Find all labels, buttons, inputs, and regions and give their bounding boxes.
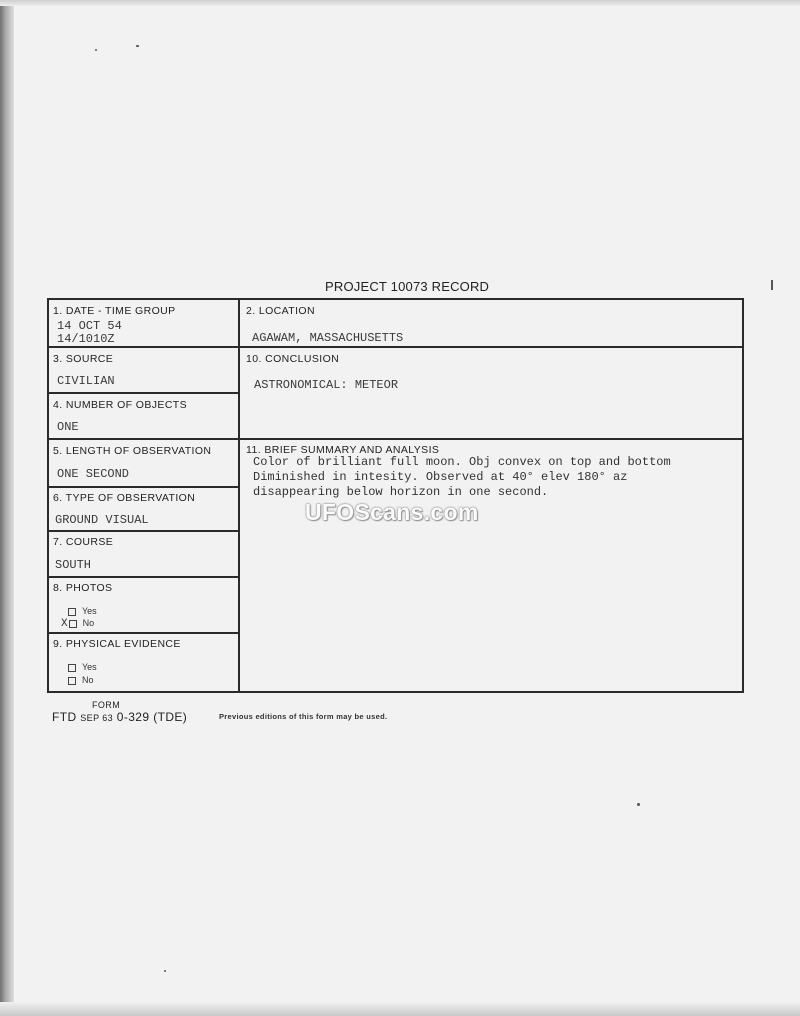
- date-time-group-cell: [49, 300, 238, 346]
- checkbox-icon[interactable]: [68, 677, 76, 685]
- source-value: CIVILIAN: [57, 374, 115, 388]
- location-value: AGAWAM, MASSACHUSETTS: [252, 331, 404, 345]
- scan-speck: [637, 803, 640, 806]
- physical-evidence-no-label: No: [82, 675, 94, 685]
- source-cell: [49, 348, 238, 392]
- type-of-observation-label: 6. TYPE OF OBSERVATION: [53, 492, 196, 504]
- checkbox-icon[interactable]: [68, 608, 76, 616]
- source-label: 3. SOURCE: [53, 353, 114, 365]
- scan-speck: [95, 49, 97, 51]
- physical-evidence-no-option[interactable]: [68, 675, 94, 685]
- checkbox-icon[interactable]: [69, 620, 77, 628]
- course-cell: [49, 532, 238, 576]
- scan-left-edge: [0, 0, 14, 1016]
- summary-cell: [240, 440, 742, 691]
- physical-evidence-label: 9. PHYSICAL EVIDENCE: [53, 638, 181, 650]
- x-mark-icon: X: [61, 618, 68, 630]
- footer-number: 0-329: [116, 710, 150, 724]
- length-of-observation-cell: [49, 440, 238, 486]
- time-value: 14/1010Z: [57, 332, 115, 346]
- type-of-observation-value: GROUND VISUAL: [55, 513, 149, 527]
- location-label: 2. LOCATION: [246, 305, 315, 317]
- physical-evidence-cell: [49, 634, 238, 691]
- watermark: UFOScans.com: [305, 499, 479, 525]
- length-of-observation-value: ONE SECOND: [57, 467, 130, 481]
- course-label: 7. COURSE: [53, 536, 114, 548]
- location-cell: [240, 300, 742, 346]
- footer-form-word: FORM: [92, 700, 121, 710]
- footer-suffix: (TDE): [153, 710, 188, 724]
- summary-line: Color of brilliant full moon. Obj convex on top and bottom: [253, 455, 671, 469]
- conclusion-cell: [240, 348, 742, 438]
- photos-no-option[interactable]: [61, 618, 94, 630]
- date-value: 14 OCT 54: [57, 319, 122, 333]
- physical-evidence-yes-label: Yes: [82, 662, 97, 672]
- type-of-observation-cell: [49, 488, 238, 530]
- footer-ftd: FTD: [52, 710, 77, 724]
- number-of-objects-value: ONE: [57, 420, 79, 434]
- scan-top-edge: [0, 0, 800, 6]
- footer-date: SEP 63: [80, 713, 114, 723]
- course-value: SOUTH: [55, 558, 92, 572]
- photos-cell: [49, 578, 238, 632]
- footer-note: Previous editions of this form may be used.: [219, 712, 388, 721]
- page-title: PROJECT 10073 RECORD: [325, 279, 490, 294]
- photos-yes-label: Yes: [82, 606, 97, 616]
- scan-speck: [136, 45, 139, 47]
- footer-form-id: [52, 710, 187, 724]
- conclusion-label: 10. CONCLUSION: [246, 353, 340, 365]
- record-form: [47, 298, 744, 693]
- summary-line: Diminished in intesity. Observed at 40° elev 180° az: [253, 470, 628, 484]
- photos-yes-option[interactable]: [68, 606, 97, 616]
- date-time-group-label: 1. DATE - TIME GROUP: [53, 305, 176, 317]
- photos-no-label: No: [82, 618, 95, 628]
- scan-speck: [771, 280, 773, 290]
- photos-label: 8. PHOTOS: [53, 582, 113, 594]
- number-of-objects-label: 4. NUMBER OF OBJECTS: [53, 399, 188, 411]
- scan-speck: [164, 970, 166, 972]
- physical-evidence-yes-option[interactable]: [68, 662, 97, 672]
- number-of-objects-cell: [49, 394, 238, 438]
- scan-bottom-edge: [0, 1002, 800, 1016]
- length-of-observation-label: 5. LENGTH OF OBSERVATION: [53, 445, 212, 457]
- summary-label: 11. BRIEF SUMMARY AND ANALYSIS: [246, 444, 440, 456]
- summary-line: disappearing below horizon in one second.: [253, 485, 549, 499]
- conclusion-value: ASTRONOMICAL: METEOR: [254, 378, 399, 392]
- checkbox-icon[interactable]: [68, 664, 76, 672]
